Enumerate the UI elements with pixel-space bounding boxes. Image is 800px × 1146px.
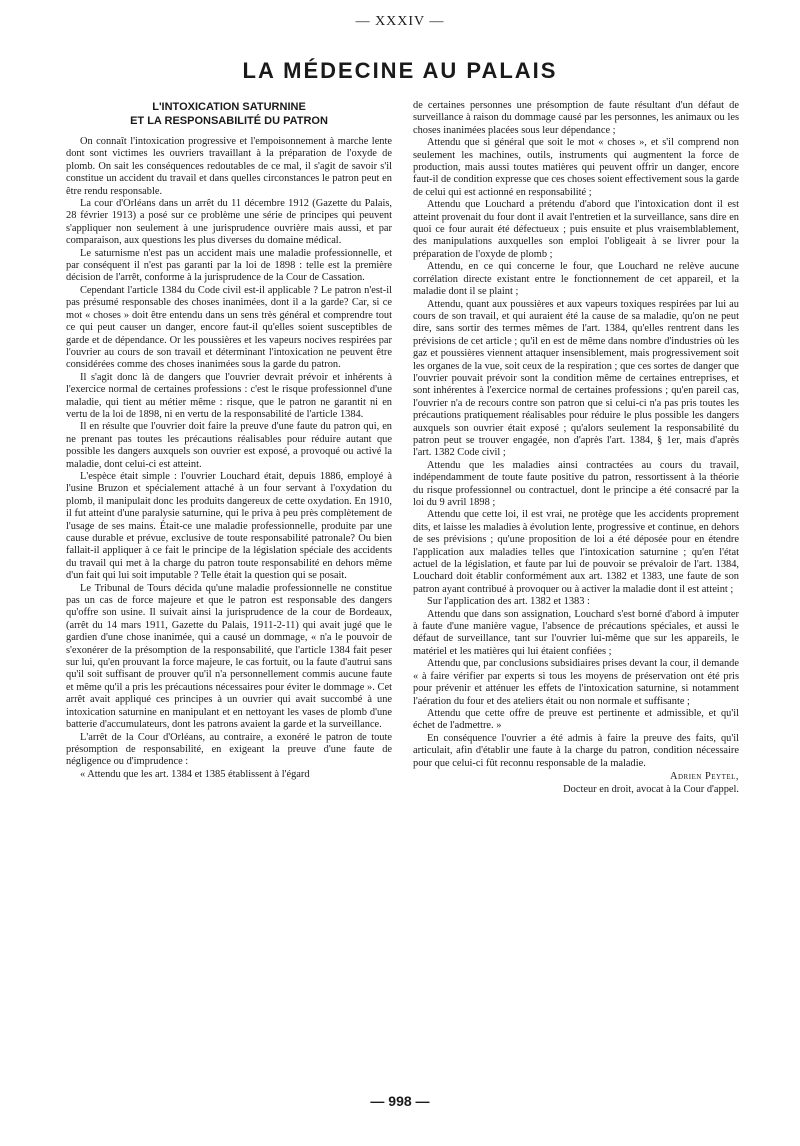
left-column — [66, 100, 392, 1090]
right-paragraph: Attendu, quant aux poussières et aux vapeurs toxiques respirées par lui au cours de son travail, et qui auraient été la cause de sa maladie, qu'on ne peut dire, sans sortir des termes mêmes de l'art. 1384, qu'elles rentrent dans les prévisions de cet article ; qu'il en est de même dans nombre d'industries où les gaz et poussières viennent attaquer insensiblement, mais progressivement soit les organes de la vue, soit ceux de la respiration ; que ces sortes de danger que l'ouvrier pouvait prévoir sont la condition même de certaines entreprises, et sont inhérentes à l'exercice normal de certaines professions ; qu'en pareil cas, l'ouvrier n'a de recours contre son patron que si celui-ci n'a pas pris toutes les précautions pratiquement réalisables pour réduire le plus possible les dangers auxquels son ouvrier était exposé ; qu'alors seulement la responsabilité du patron peut se trouver engagée, non d'après l'art. 1384, § 1er, mais d'après l'art. 1382 Code civil ; — [413, 298, 739, 459]
right-column — [413, 100, 739, 1090]
right-paragraph: Attendu, en ce qui concerne le four, que Louchard ne relève aucune corrélation directe existant entre le fonctionnement de cet appareil, et la maladie dont il se plaint ; — [413, 261, 739, 298]
right-paragraph: Attendu que les maladies ainsi contractées au cours du travail, indépendamment de toute faute positive du patron, ressortissent à la théorie du risque professionnel ou contractuel, dont le principe a été consacré par la loi du 9 avril 1898 ; — [413, 459, 739, 508]
page-header-roman-numeral: — XXXIV — — [355, 14, 445, 29]
right-paragraph: Sur l'application des art. 1382 et 1383 : — [427, 596, 590, 608]
page-number: — 998 — — [370, 1093, 430, 1109]
right-paragraph: de certaines personnes une présomption de faute résultant d'un défaut de surveillance à raison du dommage causé par les personnes, les animaux ou les choses inanimées placées sous leur dépendance ; — [413, 100, 739, 136]
author-title: Docteur en droit, avocat à la Cour d'appel. — [563, 784, 739, 796]
article-title-line-2: ET LA RESPONSABILITÉ DU PATRON — [130, 115, 328, 127]
author-credentials — [413, 784, 739, 796]
right-paragraph: Attendu que, par conclusions subsidiaires prises devant la cour, il demande « à faire vérifier par experts si tous les moyens de préservation ont été pris pour prévenir et atténuer les effets de l'intoxication saturnine, si notamment l'aération du four et des ateliers était ou non normale et suffisante ; — [413, 658, 739, 707]
left-paragraph: « Attendu que les art. 1384 et 1385 établissent à l'égard — [80, 768, 310, 780]
right-paragraph: Attendu que Louchard a prétendu d'abord que l'intoxication dont il est atteint provenait du four dont il avait l'entretien et la surveillance, sans dire en quoi ce four aurait été défectueux ; puis ensuite et plus vraisemblablement, des manipulations auxquelles son emploi l'obligeait à se livrer pour la préparation de l'oxyde de plomb ; — [413, 199, 739, 260]
author-signature — [413, 771, 739, 783]
right-paragraph: Attendu que cette loi, il est vrai, ne protège que les accidents proprement dits, et laisse les maladies à évolution lente, progressive et continue, en dehors de ses prévisions ; qu'une proposition de loi a été déposée pour en étendre l'application aux maladies telles que l'intoxication saturnine ; qu'en l'état actuel de la législation, et faute par lui de pouvoir se prévaloir de l'art. 1384, Louchard doit établir conformément aux art. 1382 et 1383, une faute de son patron ayant contribué à provoquer ou à activer la maladie dont il est atteint ; — [413, 509, 739, 595]
left-paragraph: Cependant l'article 1384 du Code civil est-il applicable ? Le patron n'est-il pas présumé responsable des choses inanimées, dont il a la garde? Car, si ce mot « choses » doit être entendu dans un sens très général et comprendre tout ce qui peut causer un danger, encore faut-il qu'elles soient susceptibles de garde et de dépendance. Or les poussières et les vapeurs nocives respirées par l'ouvrier au cours de son travail et déterminant l'intoxication ne peuvent être considérées comme des choses inanimées sous la garde du patron. — [66, 284, 392, 371]
left-paragraph: L'espèce était simple : l'ouvrier Louchard était, depuis 1886, employé à l'usine Bruzon et spécialement attaché à un four servant à l'oxydation du plomb, il manipulait donc les produits dangereux de cette oxydation. En 1910, il fut atteint d'une paralysie saturnine, qui le priva à peu près complètement de l'usage de ses mains. Était-ce une maladie professionnelle, produite par une cause durable et prévue, exclusive de toute responsabilité patronale? Ou bien fallait-il appliquer à ce fait le principe de la législation spéciale des accidents du travail qui met à la charge du patron toute responsabilité en dehors même d'un fait qui lui soit imputable ? Telle était la question qui se posait. — [66, 470, 392, 582]
left-paragraph: Il s'agit donc là de dangers que l'ouvrier devrait prévoir et inhérents à l'exercice normal de certaines professions : c'est le risque professionnel d'une maladie, qui tient au métier même : risque, que le patron ne garantit ni en vertu de la loi de 1898, ni en vertu de la responsabilité de l'article 1384. — [66, 371, 392, 420]
article-title-line-1: L'INTOXICATION SATURNINE — [152, 101, 306, 113]
right-paragraph: Attendu que cette offre de preuve est pertinente et admissible, et qu'il échet de l'admettre. » — [413, 707, 739, 732]
left-paragraph: Il en résulte que l'ouvrier doit faire la preuve d'une faute du patron qui, en ne prenant pas toutes les précautions réalisables pour réduire autant que possible les dangers auxquels son ouvrier est exposé, a provoqué ou activé la maladie, dont celui-ci est atteint. — [66, 421, 392, 470]
left-paragraph: L'arrêt de la Cour d'Orléans, au contraire, a exonéré le patron de toute présomption de responsabilité, en exigeant la preuve d'une faute de négligence ou d'imprudence : — [66, 731, 392, 768]
section-title: LA MÉDECINE AU PALAIS — [242, 58, 558, 83]
left-paragraph: Le saturnisme n'est pas un accident mais une maladie professionnelle, et par conséquent il n'est pas garanti par la loi de 1898 : telle est la première décision de l'arrêt, conforme à la jurisprudence de la Cour de Cassation. — [66, 247, 392, 284]
left-paragraph: La cour d'Orléans dans un arrêt du 11 décembre 1912 (Gazette du Palais, 28 février 1913) a posé sur ce problème une série de principes qui peuvent s'appliquer non seulement à une jurisprudence ouvrière mais aussi, et par comparaison, aux questions les plus diverses du domaine médical. — [66, 198, 392, 247]
right-paragraph: Attendu que dans son assignation, Louchard s'est borné d'abord à imputer à faute d'une manière vague, l'absence de précautions spéciales, et aussi le défaut de surveillance, tant sur l'ouvrier lui-même que sur les appareils, le matériel et les matières qui lui étaient confiées ; — [413, 608, 739, 657]
left-paragraph: Le Tribunal de Tours décida qu'une maladie professionnelle ne constitue pas un cas de force majeure et que le patron est responsable des dangers qu'offre son usine. Il suivait ainsi la jurisprudence de la cour de Bordeaux, (arrêt du 14 mars 1911, Gazette du Palais, 1911-2-11) qui avait jugé que le gardien d'une chose inanimée, qui a causé un dommage, « n'a le pouvoir de s'exonérer de la présomption de la responsabilité, que l'article 1384 fait peser sur lui, qu'en prouvant la force majeure, le cas fortuit, ou la faute d'autrui sans qu'il soit suffisant de prouver qu'il n'a personnellement commis aucune faute et même qu'il a pris les précautions nécessaires pour éviter le dommage ». Cet arrêt avait appliqué ces principes à un ouvrier qui avait succombé à une intoxication saturnine en manipulant et en nettoyant les vases de plomb d'une batterie d'accumulateurs, dont les patrons avaient la garde et la surveillance. — [66, 582, 392, 731]
left-paragraph: On connaît l'intoxication progressive et l'empoisonnement à marche lente dont sont victimes les ouvriers travaillant à la préparation de l'oxyde de plomb. On sait les conséquences redoutables de ce mal, il s'agit de savoir s'il constitue un accident du travail et dans quelles circonstances le patron peut en être rendu responsable. — [66, 136, 392, 197]
right-paragraph: En conséquence l'ouvrier a été admis à faire la preuve des faits, qu'il articulait, afin d'établir une faute à la charge du patron, condition nécessaire pour que celui-ci fût reconnu responsable de la maladie. — [413, 732, 739, 769]
right-paragraph: Attendu que si général que soit le mot « choses », et s'il comprend non seulement les machines, outils, instruments qui augmentent la force de production, mais aussi toutes matières qui peuvent offrir un danger, encore faut-il de condition expresse que ces choses soient effectivement sous la garde de celui qui est actionné en responsabilité ; — [413, 137, 739, 198]
author-name: Adrien Peytel, — [669, 770, 739, 782]
article-title — [66, 100, 392, 128]
